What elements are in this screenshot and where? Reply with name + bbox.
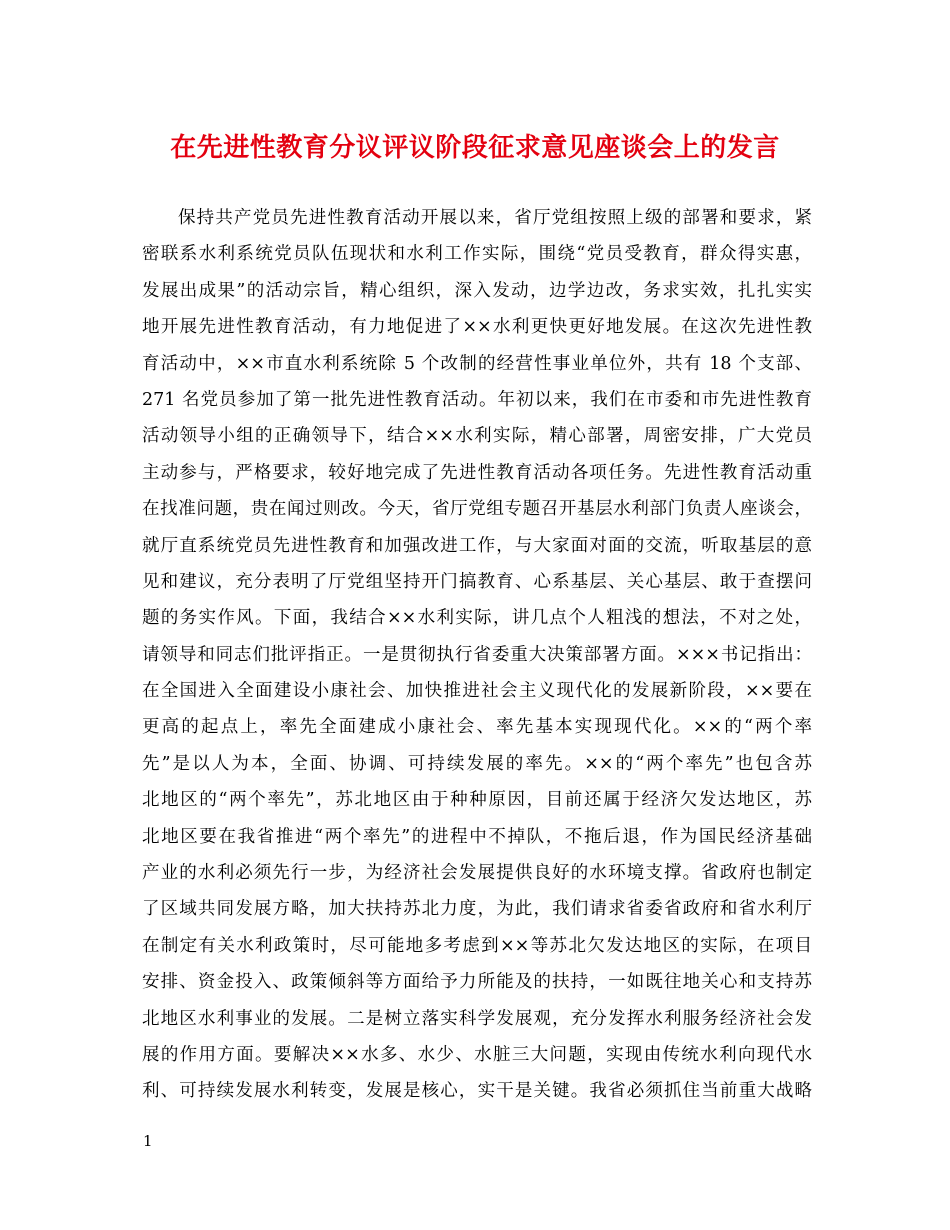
paragraph-line: 展的作用方面。要解决××水多、水少、水脏三大问题，实现由传统水利向现代水 [142,1044,812,1065]
paragraph-line: 发展出成果”的活动宗旨，精心组织，深入发动，边学边改，务求实效，扎扎实实 [142,280,812,301]
paragraph-line: 题的务实作风。下面，我结合××水利实际，讲几点个人粗浅的想法，不对之处， [142,608,812,629]
paragraph-line: 保持共产党员先进性教育活动开展以来，省厅党组按照上级的部署和要求，紧 [178,208,812,228]
paragraph-line: 见和建议，充分表明了厅党组坚持开门搞教育、心系基层、关心基层、敢于查摆问 [142,571,812,592]
paragraph-line: 安排、资金投入、政策倾斜等方面给予力所能及的扶持，一如既往地关心和支持苏 [142,972,812,993]
document-title: 在先进性教育分议评议阶段征求意见座谈会上的发言 [170,133,780,163]
paragraph-line: 北地区水利事业的发展。二是树立落实科学发展观，充分发挥水利服务经济社会发 [142,1008,812,1029]
paragraph-line: 产业的水利必须先行一步，为经济社会发展提供良好的水环境支撑。省政府也制定 [142,863,812,884]
document-body [142,200,812,1110]
paragraph-line: 密联系水利系统党员队伍现状和水利工作实际，围绕“党员受教育，群众得实惠， [142,244,812,265]
paragraph-line: 育活动中，××市直水利系统除 5 个改制的经营性事业单位外，共有 18 个支部、 [142,353,812,374]
paragraph-line: 先”是以人为本，全面、协调、可持续发展的率先。××的“两个率先”也包含苏 [142,753,812,774]
paragraph-line: 活动领导小组的正确领导下，结合××水利实际，精心部署，周密安排，广大党员 [142,426,812,447]
paragraph-line: 北地区的“两个率先”，苏北地区由于种种原因，目前还属于经济欠发达地区，苏 [142,790,812,811]
paragraph-line: 利、可持续发展水利转变，发展是核心，实干是关键。我省必须抓住当前重大战略 [142,1081,812,1102]
paragraph-line: 在全国进入全面建设小康社会、加快推进社会主义现代化的发展新阶段，××要在 [142,681,812,702]
page-number: 1 [143,1132,153,1150]
paragraph-line: 了区域共同发展方略，加大扶持苏北力度，为此，我们请求省委省政府和省水利厅 [142,899,812,920]
paragraph-line: 271 名党员参加了第一批先进性教育活动。年初以来，我们在市委和市先进性教育 [142,389,812,410]
paragraph-line: 地开展先进性教育活动，有力地促进了××水利更快更好地发展。在这次先进性教 [142,317,812,338]
paragraph-line: 在制定有关水利政策时，尽可能地多考虑到××等苏北欠发达地区的实际，在项目 [142,935,812,956]
paragraph-line: 就厅直系统党员先进性教育和加强改进工作，与大家面对面的交流，听取基层的意 [142,535,812,556]
paragraph-line: 北地区要在我省推进“两个率先”的进程中不掉队，不拖后退，作为国民经济基础 [142,826,812,847]
paragraph-line: 更高的起点上，率先全面建成小康社会、率先基本实现现代化。××的“两个率 [142,717,812,738]
paragraph-line: 在找准问题，贵在闻过则改。今天，省厅党组专题召开基层水利部门负责人座谈会， [142,499,812,520]
paragraph-line: 主动参与，严格要求，较好地完成了先进性教育活动各项任务。先进性教育活动重 [142,462,812,483]
paragraph-line: 请领导和同志们批评指正。一是贯彻执行省委重大决策部署方面。×××书记指出： [142,644,812,665]
